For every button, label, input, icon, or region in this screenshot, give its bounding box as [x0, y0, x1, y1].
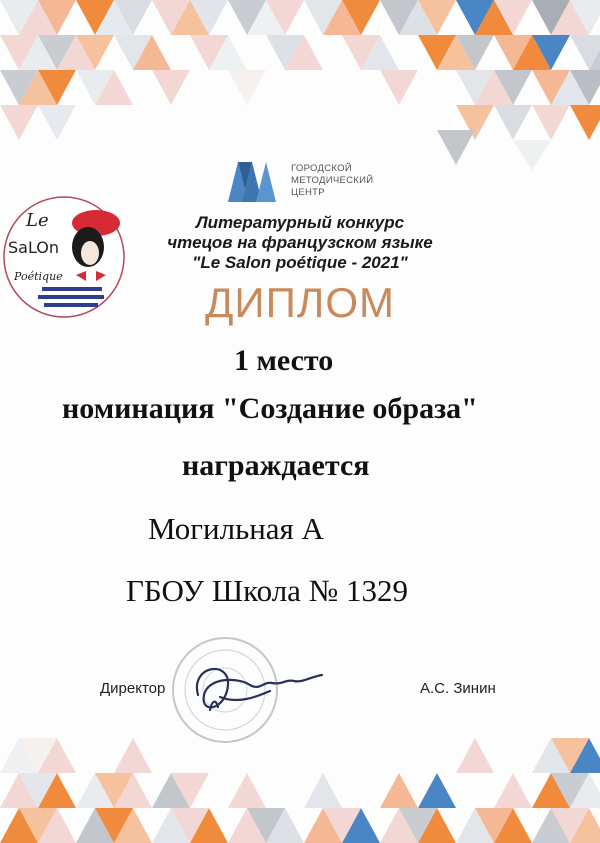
org-name-line1: ГОРОДСКОЙ	[291, 163, 352, 174]
director-label: Директор	[100, 680, 166, 697]
recipient-name: Могильная А	[148, 511, 324, 546]
logo-text-poetique: Poétique	[14, 270, 63, 283]
diploma-title: ДИПЛОМ	[204, 279, 396, 326]
director-signature	[190, 655, 340, 725]
bottom-triangle-pattern	[0, 713, 600, 843]
gmc-logo-icon	[228, 162, 284, 202]
contest-title-line1: Литературный конкурс	[195, 213, 405, 232]
awarded-text: награждается	[182, 449, 370, 482]
director-name: А.С. Зинин	[420, 680, 496, 697]
place-text: 1 место	[234, 344, 334, 377]
org-name-line2: МЕТОДИЧЕСКИЙ	[291, 175, 374, 186]
nomination-text: номинация "Создание образа"	[62, 392, 478, 425]
contest-title-line3: "Le Salon poétique - 2021"	[192, 253, 408, 272]
school-name: ГБОУ Школа № 1329	[126, 573, 409, 608]
logo-text-salon: SaLOn	[8, 238, 60, 257]
contest-title-line2: чтецов на французском языке	[167, 233, 433, 252]
top-triangle-pattern	[0, 0, 600, 175]
org-name-line3: ЦЕНТР	[291, 187, 325, 198]
logo-text-le: Le	[26, 210, 49, 231]
